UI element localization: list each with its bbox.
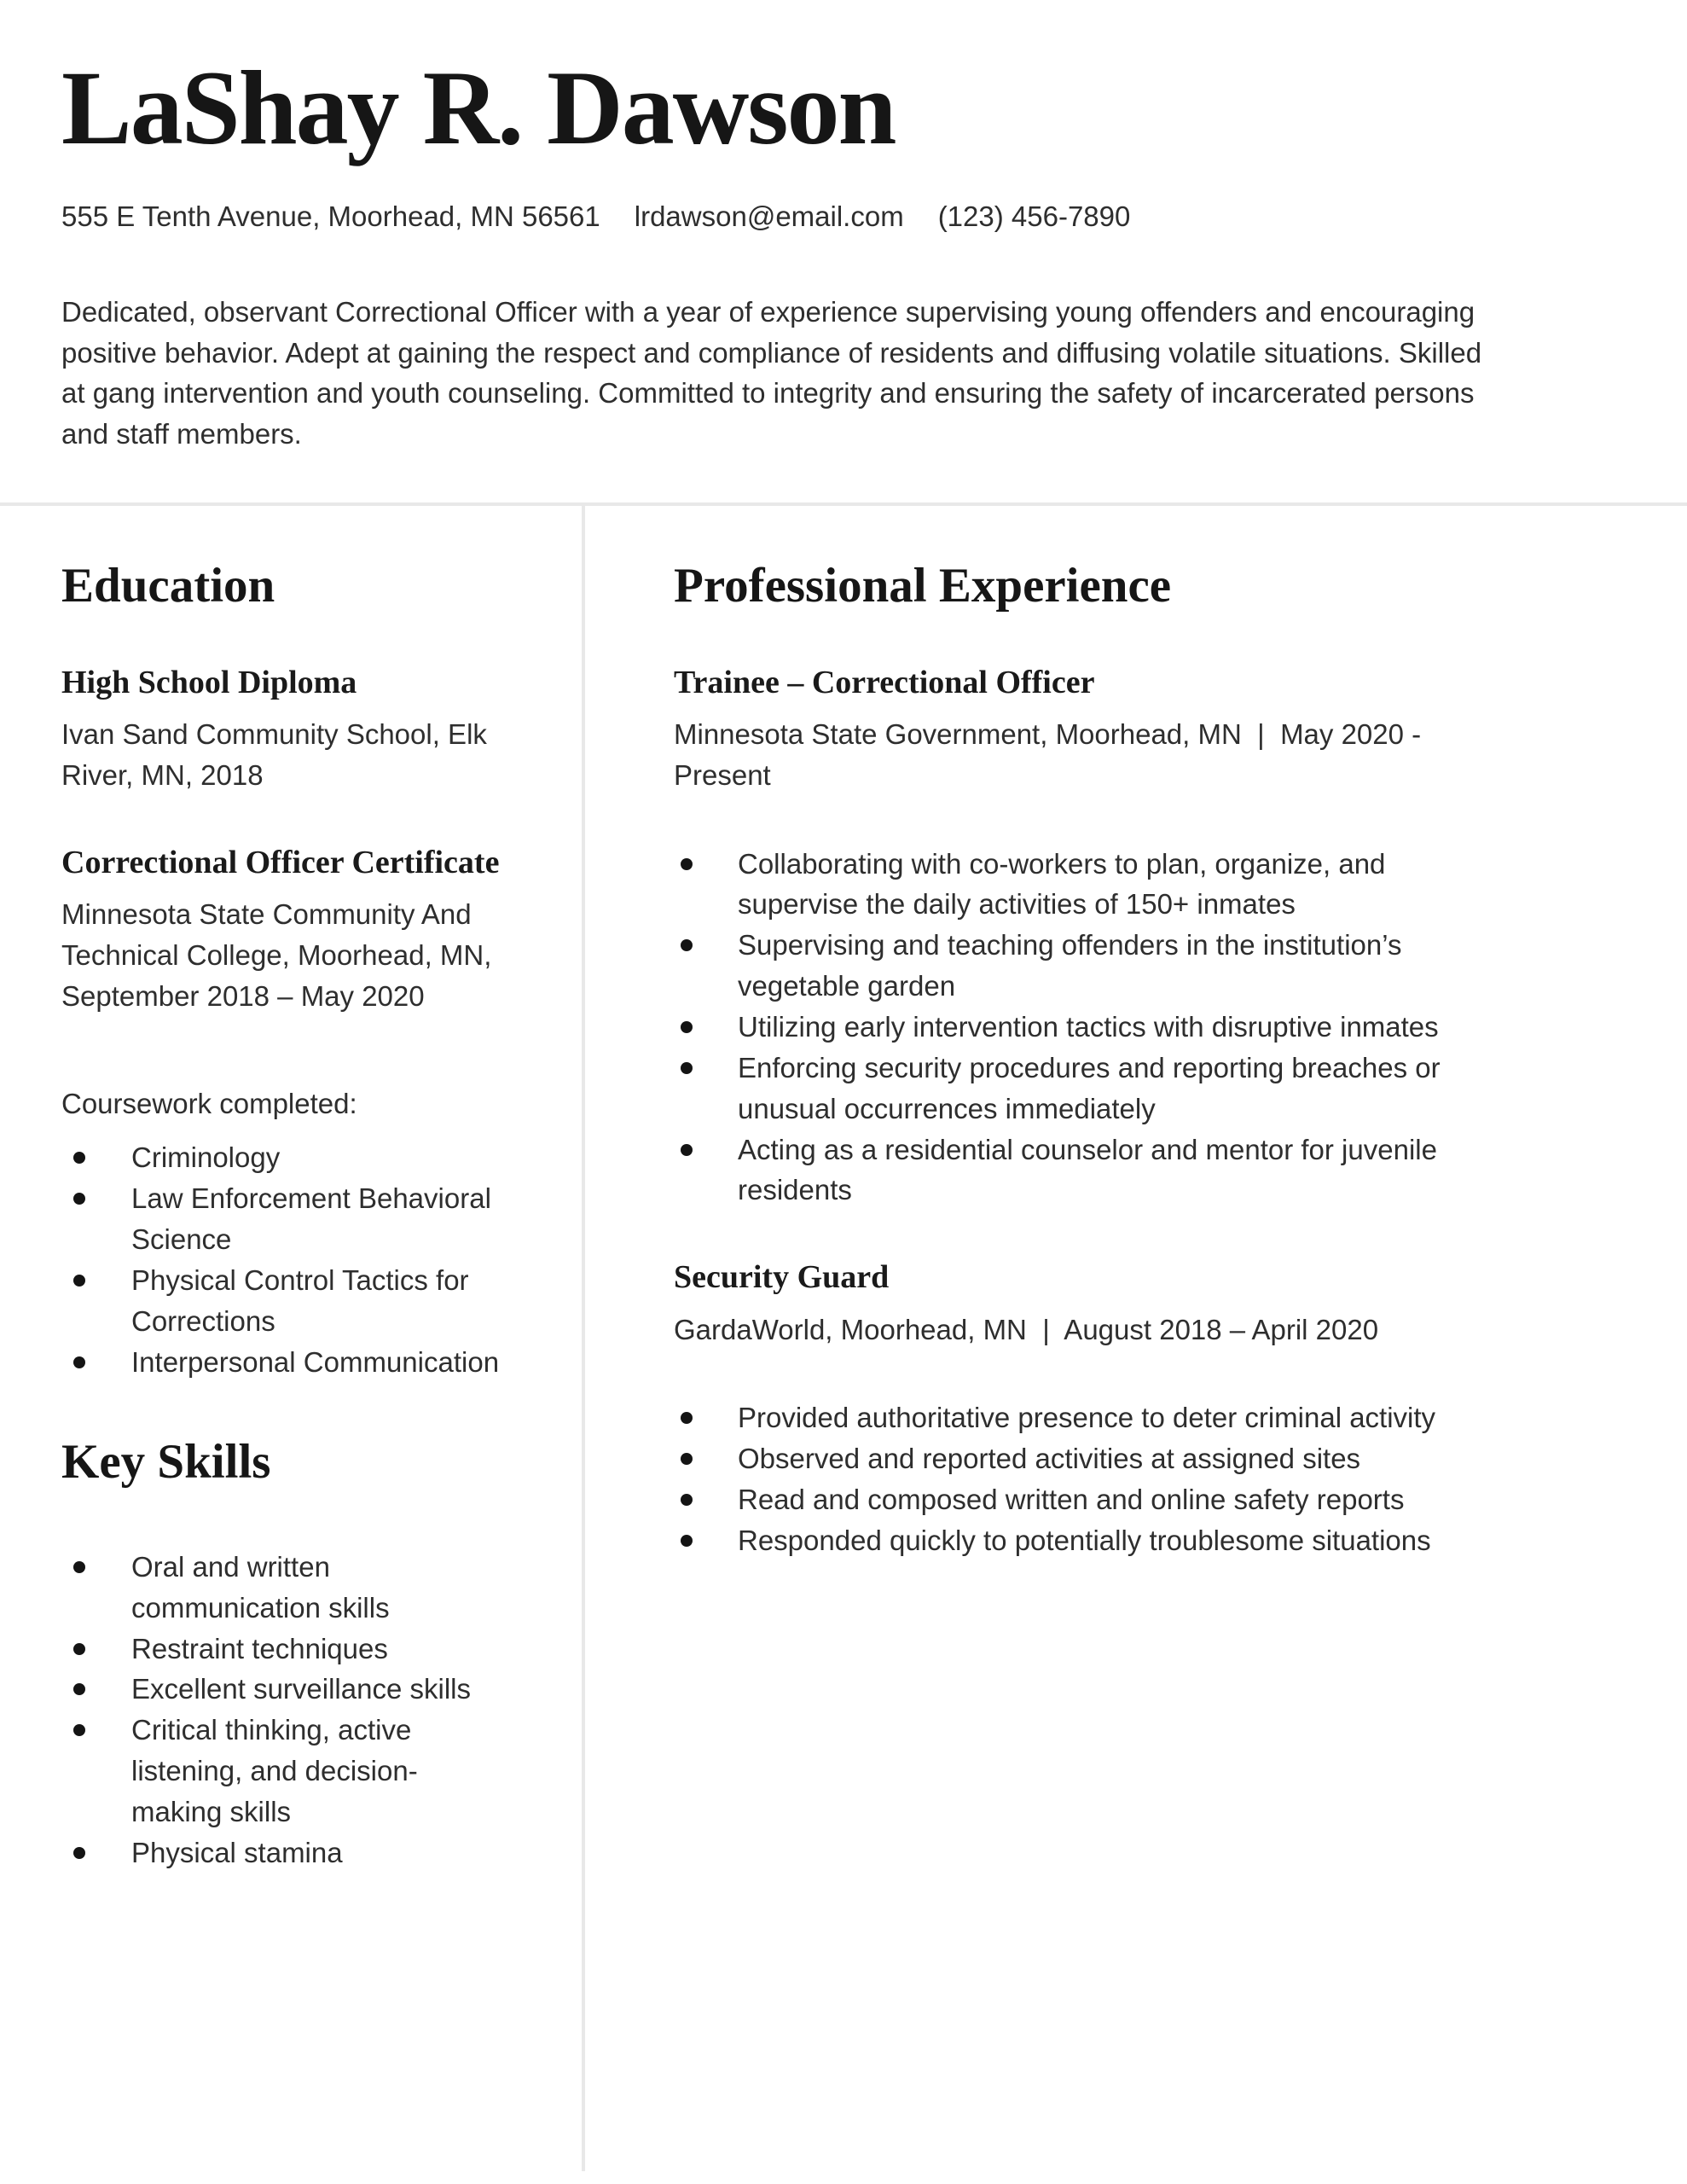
- list-item-text: Interpersonal Communication: [131, 1345, 500, 1378]
- job-duties-list: [674, 1397, 1484, 1560]
- two-column-body: [0, 506, 1687, 2171]
- bullet-icon: [681, 1412, 693, 1424]
- job-title: Trainee – Correctional Officer: [674, 664, 1095, 700]
- professional-summary: Dedicated, observant Correctional Officer with a year of experience supervising young offenders and encouraging positive behavior. Adept at gaining the respect and compliance of residents and diffusing volatile situations. Skilled at gang intervention and youth counseling. Committed to integrity and ensuring the safety of incarcerated persons and staff members.: [61, 295, 1482, 450]
- list-item: [61, 1629, 527, 1670]
- list-item: [674, 1130, 1484, 1211]
- bullet-icon: [681, 1494, 693, 1506]
- coursework-label: Coursework completed:: [61, 1087, 357, 1119]
- list-item: [61, 1710, 527, 1833]
- list-item-text: Criminology: [131, 1141, 281, 1174]
- education-entry: [61, 662, 527, 796]
- degree-title: Correctional Officer Certificate: [61, 844, 500, 880]
- list-item-text: Enforcing security procedures and reporting breaches or unusual occurrences immediately: [738, 1051, 1441, 1124]
- bullet-icon: [73, 1643, 85, 1655]
- degree-details: Ivan Sand Community School, Elk River, MN, 2018: [61, 717, 487, 791]
- person-name: LaShay R. Dawson: [61, 49, 896, 166]
- job-entry: [674, 1257, 1484, 1561]
- list-item: [674, 844, 1484, 926]
- list-item: [61, 1833, 527, 1873]
- list-item-text: Physical Control Tactics for Corrections: [131, 1263, 469, 1337]
- degree-details: Minnesota State Community And Technical College, Moorhead, MN, September 2018 – May 2020: [61, 898, 492, 1012]
- list-item-text: Observed and reported activities at assigned sites: [738, 1443, 1361, 1475]
- job-entry: [674, 662, 1484, 1211]
- experience-heading: Professional Experience: [674, 559, 1172, 613]
- contact-phone: (123) 456-7890: [937, 200, 1131, 232]
- key-skills-list: [61, 1547, 527, 1873]
- bullet-icon: [73, 1152, 85, 1164]
- bullet-icon: [73, 1193, 85, 1205]
- list-item: [674, 1048, 1484, 1130]
- bullet-icon: [681, 1453, 693, 1465]
- contact-line: [61, 199, 1626, 235]
- list-item-text: Read and composed written and online safety reports: [738, 1484, 1405, 1516]
- bullet-icon: [73, 1275, 85, 1287]
- list-item: [61, 1137, 527, 1178]
- bullet-icon: [681, 1535, 693, 1547]
- list-item: [674, 1520, 1484, 1561]
- list-item: [674, 1479, 1484, 1520]
- key-skills-heading: Key Skills: [61, 1435, 271, 1490]
- bullet-icon: [73, 1847, 85, 1859]
- education-heading: Education: [61, 559, 275, 613]
- education-entry: [61, 842, 527, 1017]
- degree-title: High School Diploma: [61, 664, 357, 700]
- list-item-text: Critical thinking, active listening, and decision-making skills: [131, 1714, 418, 1827]
- bullet-icon: [681, 1144, 693, 1156]
- list-item: [674, 1007, 1484, 1048]
- list-item-text: Acting as a residential counselor and mentor for juvenile residents: [738, 1133, 1437, 1206]
- list-item-text: Excellent surveillance skills: [131, 1673, 471, 1705]
- list-item-text: Responded quickly to potentially troublesome situations: [738, 1524, 1431, 1556]
- list-item: [61, 1669, 527, 1710]
- list-item: [674, 1397, 1484, 1438]
- bullet-icon: [73, 1683, 85, 1695]
- bullet-icon: [73, 1561, 85, 1573]
- job-company-line: Minnesota State Government, Moorhead, MN | May 2020 - Present: [674, 717, 1422, 791]
- bullet-icon: [681, 1021, 693, 1033]
- list-item-text: Oral and written communication skills: [131, 1550, 390, 1623]
- list-item-text: Utilizing early intervention tactics with disruptive inmates: [738, 1010, 1439, 1043]
- left-column: [0, 506, 585, 2171]
- job-company-line: GardaWorld, Moorhead, MN | August 2018 – April 2020: [674, 1313, 1379, 1345]
- list-item: [674, 925, 1484, 1007]
- list-item-text: Collaborating with co-workers to plan, organize, and supervise the daily activities of 150+ inmates: [738, 847, 1386, 921]
- list-item-text: Physical stamina: [131, 1836, 343, 1868]
- bullet-icon: [681, 939, 693, 951]
- contact-email: lrdawson@email.com: [634, 200, 904, 232]
- right-column: [585, 506, 1687, 2171]
- contact-address: 555 E Tenth Avenue, Moorhead, MN 56561: [61, 200, 600, 232]
- bullet-icon: [681, 1062, 693, 1074]
- list-item: [61, 1178, 527, 1260]
- list-item: [674, 1438, 1484, 1479]
- list-item-text: Provided authoritative presence to deter criminal activity: [738, 1402, 1436, 1434]
- bullet-icon: [681, 858, 693, 870]
- list-item-text: Law Enforcement Behavioral Science: [131, 1182, 491, 1256]
- list-item-text: Restraint techniques: [131, 1632, 388, 1664]
- list-item: [61, 1547, 527, 1629]
- list-item: [61, 1342, 527, 1383]
- list-item-text: Supervising and teaching offenders in the institution’s vegetable garden: [738, 929, 1402, 1002]
- job-title: Security Guard: [674, 1259, 890, 1296]
- list-item: [61, 1260, 527, 1342]
- bullet-icon: [73, 1724, 85, 1736]
- coursework-list: [61, 1137, 527, 1382]
- job-duties-list: [674, 844, 1484, 1211]
- resume-header: [0, 0, 1687, 455]
- bullet-icon: [73, 1356, 85, 1368]
